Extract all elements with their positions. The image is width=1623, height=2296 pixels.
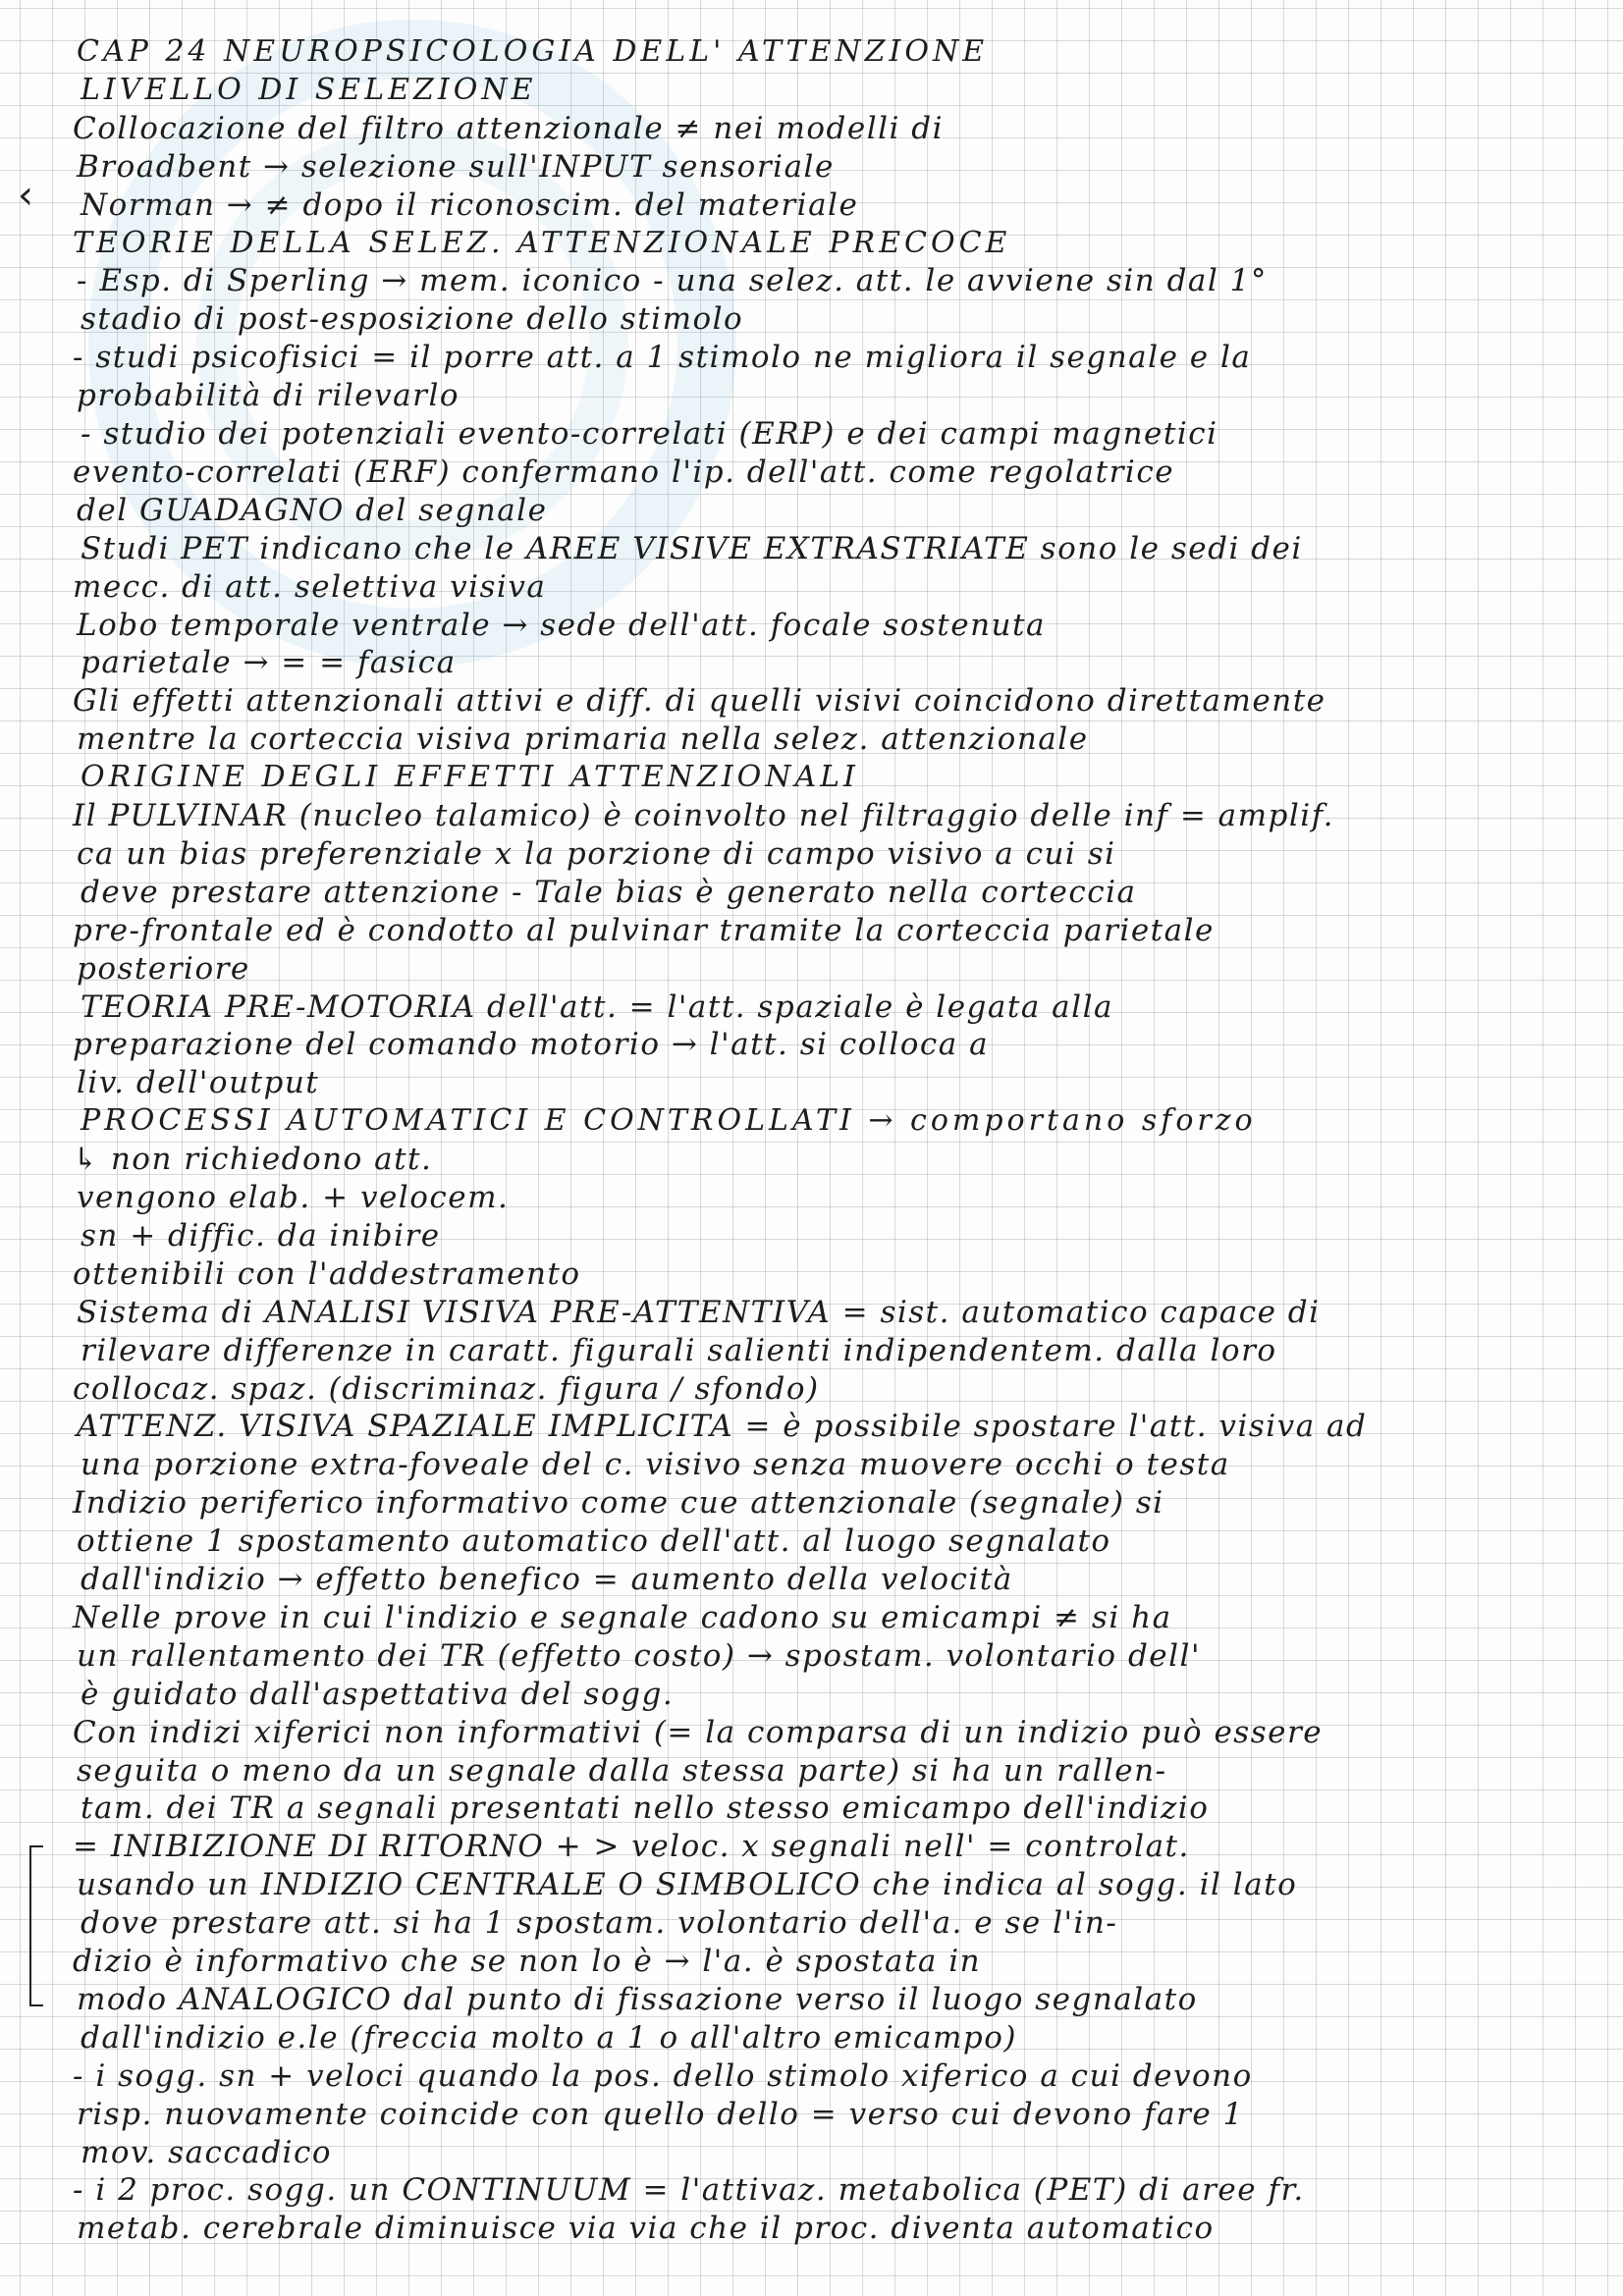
note-line: Nelle prove in cui l'indizio e segnale cadono su emicampi ≠ si ha <box>73 1599 1172 1635</box>
note-line: ATTENZ. VISIVA SPAZIALE IMPLICITA = è possibile spostare l'att. visiva ad <box>77 1409 1368 1445</box>
note-line: Collocazione del filtro attenzionale ≠ nei modelli di <box>73 110 945 146</box>
note-line: sn + diffic. da inibire <box>81 1217 441 1254</box>
note-line: dall'indizio e.le (freccia molto a 1 o all'altro emicampo) <box>81 2019 1018 2056</box>
note-line: dizio è informativo che se non lo è → l'a. è spostata in <box>73 1944 982 1979</box>
note-line: TEORIA PRE-MOTORIA dell'att. = l'att. spaziale è legata alla <box>81 988 1113 1025</box>
note-line: - studi psicofisici = il porre att. a 1 stimolo ne migliora il segnale e la <box>73 340 1252 376</box>
note-line: parietale → = = fasica <box>81 645 457 681</box>
note-line: PROCESSI AUTOMATICI E CONTROLLATI → comportano sforzo <box>81 1103 1257 1139</box>
note-line: Norman → ≠ dopo il riconoscim. del materiale <box>81 187 859 223</box>
note-line: usando un INDIZIO CENTRALE O SIMBOLICO che indica al sogg. il lato <box>77 1867 1298 1903</box>
note-line: una porzione extra-foveale del c. visivo senza muovere occhi o testa <box>81 1447 1230 1483</box>
note-line: = INIBIZIONE DI RITORNO + > veloc. x segnali nell' = controlat. <box>73 1829 1190 1865</box>
note-line: - i sogg. sn + veloci quando la pos. dello stimolo xiferico a cui devono <box>73 2057 1253 2094</box>
note-line: ottenibili con l'addestramento <box>73 1255 581 1292</box>
note-line: Con indizi xiferici non informativi (= la comparsa di un indizio può essere <box>73 1714 1324 1750</box>
note-line: un rallentamento dei TR (effetto costo) → spostam. volontario dell' <box>77 1637 1201 1674</box>
note-line: seguita o meno da un segnale dalla stessa parte) si ha un rallen- <box>77 1752 1167 1789</box>
note-line: del GUADAGNO del segnale <box>77 492 548 528</box>
note-line: preparazione del comando motorio → l'att. si colloca a <box>73 1027 990 1063</box>
note-line: è guidato dall'aspettativa del sogg. <box>81 1676 675 1712</box>
note-line: dall'indizio → effetto benefico = aumento della velocità <box>81 1562 1013 1597</box>
note-line: - i 2 proc. sogg. un CONTINUUM = l'attivaz. metabolica (PET) di aree fr. <box>73 2172 1305 2209</box>
margin-bracket <box>29 1845 43 2006</box>
note-line: metab. cerebrale diminuisce via via che il proc. diventa automatico <box>77 2211 1215 2247</box>
note-line: mentre la corteccia visiva primaria nella selez. attenzionale <box>77 721 1089 758</box>
note-line: Studi PET indicano che le AREE VISIVE EXTRASTRIATE sono le sedi dei <box>81 530 1303 566</box>
note-line: - Esp. di Sperling → mem. iconico - una selez. att. le avviene sin dal 1° <box>77 263 1268 299</box>
note-line: deve prestare attenzione - Tale bias è generato nella corteccia <box>81 874 1137 910</box>
note-line: posteriore <box>77 950 250 987</box>
note-line: - studio dei potenziali evento-correlati (ERP) e dei campi magnetici <box>81 416 1218 452</box>
note-line: ottiene 1 spostamento automatico dell'att. al luogo segnalato <box>77 1523 1111 1560</box>
note-line: Sistema di ANALISI VISIVA PRE-ATTENTIVA = sist. automatico capace di <box>77 1294 1321 1330</box>
note-line: ca un bias preferenziale x la porzione di campo visivo a cui si <box>77 835 1116 872</box>
note-line: collocaz. spaz. (discriminaz. figura / sfondo) <box>73 1370 820 1407</box>
note-line: mov. saccadico <box>81 2134 332 2170</box>
note-line: mecc. di att. selettiva visiva <box>73 568 547 605</box>
note-line: ↳ non richiedono att. <box>73 1142 433 1178</box>
note-line: Il PULVINAR (nucleo talamico) è coinvolto nel filtraggio delle inf = amplif. <box>73 798 1334 833</box>
note-line: vengono elab. + velocem. <box>77 1180 510 1215</box>
note-line: dove prestare att. si ha 1 spostam. volontario dell'a. e se l'in- <box>81 1905 1118 1942</box>
note-line: LIVELLO DI SELEZIONE <box>81 72 537 107</box>
note-line: rilevare differenze in caratt. figurali salienti indipendentem. dalla loro <box>81 1332 1277 1368</box>
note-line: Broadbent → selezione sull'INPUT sensoriale <box>77 148 835 185</box>
note-line: stadio di post-esposizione dello stimolo <box>81 301 744 338</box>
note-line: modo ANALOGICO dal punto di fissazione verso il luogo segnalato <box>77 1981 1198 2017</box>
note-line: tam. dei TR a segnali presentati nello stesso emicampo dell'indizio <box>81 1790 1210 1827</box>
note-line: Indizio periferico informativo come cue attenzionale (segnale) si <box>73 1485 1164 1522</box>
note-line: risp. nuovamente coincide con quello dello = verso cui devono fare 1 <box>77 2096 1244 2132</box>
note-line: CAP 24 NEUROPSICOLOGIA DELL' ATTENZIONE <box>77 34 989 69</box>
note-line: evento-correlati (ERF) confermano l'ip. dell'att. come regolatrice <box>73 454 1175 490</box>
left-arrow-icon: ‹ <box>18 173 33 218</box>
note-line: liv. dell'output <box>77 1065 320 1101</box>
note-line: Gli effetti attenzionali attivi e diff. di quelli visivi coincidono direttamente <box>73 683 1326 720</box>
note-line: TEORIE DELLA SELEZ. ATTENZIONALE PRECOCE <box>73 225 1011 260</box>
note-line: ORIGINE DEGLI EFFETTI ATTENZIONALI <box>81 760 859 795</box>
note-line: probabilità di rilevarlo <box>77 378 460 414</box>
note-line: pre-frontale ed è condotto al pulvinar tramite la corteccia parietale <box>73 912 1215 948</box>
note-line: Lobo temporale ventrale → sede dell'att. focale sostenuta <box>77 607 1046 643</box>
